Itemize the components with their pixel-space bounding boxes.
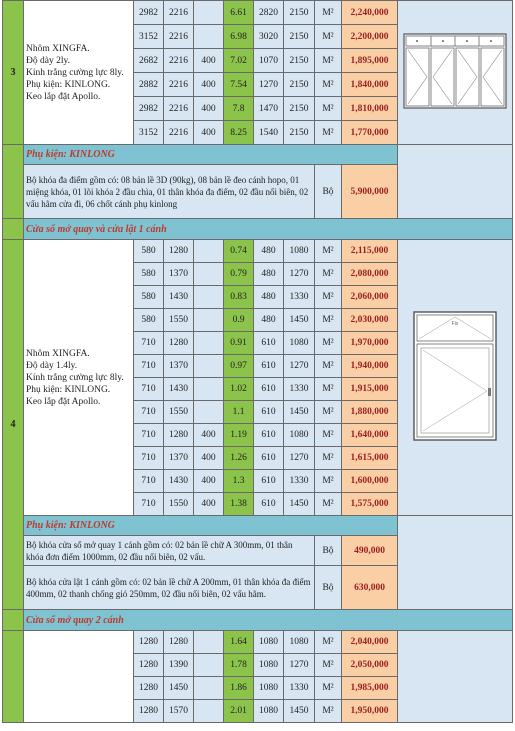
- cell-width: 710: [134, 355, 164, 378]
- accessory-price: 490,000: [342, 536, 398, 566]
- row-index-spacer: [3, 631, 24, 723]
- image-spacer: [398, 516, 513, 610]
- cell-price: 2,240,000: [342, 1, 398, 25]
- cell-price: 2,060,000: [342, 286, 398, 309]
- cell-width: 580: [134, 263, 164, 286]
- cell-panel-width: 610: [254, 378, 284, 401]
- row-index-spacer: [3, 219, 24, 240]
- cell-width: 1280: [134, 631, 164, 654]
- cell-top: 400: [194, 49, 224, 73]
- cell-top: [194, 332, 224, 355]
- cell-area: 7.8: [224, 97, 254, 121]
- cell-panel-width: 610: [254, 332, 284, 355]
- product-description: [24, 631, 134, 723]
- cell-price: 1,970,000: [342, 332, 398, 355]
- cell-width: 710: [134, 424, 164, 447]
- cell-price: 2,030,000: [342, 309, 398, 332]
- cell-top: 400: [194, 97, 224, 121]
- cell-top: 400: [194, 121, 224, 145]
- cell-height: 1430: [164, 378, 194, 401]
- cell-unit: M²: [315, 73, 342, 97]
- cell-unit: M²: [315, 470, 342, 493]
- cell-unit: M²: [315, 240, 342, 263]
- cell-width: 710: [134, 493, 164, 516]
- row-index-spacer: [3, 145, 24, 219]
- cell-price: 1,575,000: [342, 493, 398, 516]
- cell-area: 1.02: [224, 378, 254, 401]
- cell-top: 400: [194, 493, 224, 516]
- cell-panel-height: 2150: [284, 1, 315, 25]
- cell-panel-width: 480: [254, 309, 284, 332]
- cell-unit: M²: [315, 25, 342, 49]
- row-index: 3: [3, 1, 24, 145]
- cell-top: [194, 286, 224, 309]
- cell-top: 400: [194, 447, 224, 470]
- cell-width: 580: [134, 286, 164, 309]
- cell-panel-width: 1270: [254, 73, 284, 97]
- cell-unit: M²: [315, 424, 342, 447]
- cell-top: [194, 1, 224, 25]
- cell-price: 2,080,000: [342, 263, 398, 286]
- cell-area: 1.19: [224, 424, 254, 447]
- cell-panel-height: 2150: [284, 49, 315, 73]
- cell-area: 1.38: [224, 493, 254, 516]
- cell-panel-width: 610: [254, 493, 284, 516]
- cell-top: [194, 631, 224, 654]
- cell-area: 7.02: [224, 49, 254, 73]
- accessory-description: Bộ khóa đa điểm gồm có: 08 bản lề 3D (90kg), 08 bản lề đeo cánh hopo, 01 miệng khóa, 01 lõi khóa 2 đầu chìa, 01 thân khóa đa điểm, 02 đầu nối biên, 02 vấu hãm cửa đi, 06 chốt cánh phụ kinlong: [24, 165, 315, 219]
- cell-panel-height: 1080: [284, 332, 315, 355]
- cell-panel-width: 610: [254, 401, 284, 424]
- cell-top: [194, 654, 224, 677]
- accessory-description: Bộ khóa cửa lật 1 cánh gồm có: 02 bản lề chữ A 200mm, 01 thân khóa đa điểm 400mm, 02 thanh chống gió 250mm, 02 đầu nối biên, 02 vấu hãm.: [24, 566, 315, 610]
- cell-panel-height: 1450: [284, 700, 315, 723]
- accessory-unit: Bộ: [315, 536, 342, 566]
- cell-panel-height: 1450: [284, 309, 315, 332]
- cell-unit: M²: [315, 97, 342, 121]
- cell-unit: M²: [315, 700, 342, 723]
- cell-top: 400: [194, 424, 224, 447]
- cell-price: 1,950,000: [342, 700, 398, 723]
- cell-unit: M²: [315, 493, 342, 516]
- cell-unit: M²: [315, 677, 342, 700]
- window-image: [398, 240, 513, 516]
- cell-panel-height: 1270: [284, 447, 315, 470]
- cell-panel-height: 1270: [284, 355, 315, 378]
- cell-area: 0.74: [224, 240, 254, 263]
- cell-price: 2,115,000: [342, 240, 398, 263]
- cell-panel-width: 610: [254, 424, 284, 447]
- cell-price: 1,615,000: [342, 447, 398, 470]
- cell-price: 2,200,000: [342, 25, 398, 49]
- cell-unit: M²: [315, 378, 342, 401]
- cell-width: 2682: [134, 49, 164, 73]
- folding-door-icon: [403, 33, 507, 109]
- cell-height: 1390: [164, 654, 194, 677]
- cell-unit: M²: [315, 1, 342, 25]
- door-image: [398, 1, 513, 145]
- cell-panel-width: 1080: [254, 654, 284, 677]
- cell-area: 1.64: [224, 631, 254, 654]
- cell-unit: M²: [315, 121, 342, 145]
- image-spacer: [398, 631, 513, 723]
- cell-width: 580: [134, 240, 164, 263]
- cell-area: 6.61: [224, 1, 254, 25]
- cell-price: 2,050,000: [342, 654, 398, 677]
- tilt-window-icon: [413, 311, 497, 441]
- cell-area: 1.78: [224, 654, 254, 677]
- cell-panel-width: 2820: [254, 1, 284, 25]
- cell-unit: M²: [315, 355, 342, 378]
- cell-panel-width: 1080: [254, 700, 284, 723]
- cell-area: 1.3: [224, 470, 254, 493]
- cell-unit: M²: [315, 309, 342, 332]
- cell-height: 2216: [164, 121, 194, 145]
- cell-panel-height: 1270: [284, 654, 315, 677]
- cell-unit: M²: [315, 401, 342, 424]
- cell-width: 710: [134, 401, 164, 424]
- cell-area: 1.1: [224, 401, 254, 424]
- cell-width: 710: [134, 378, 164, 401]
- cell-panel-height: 1080: [284, 240, 315, 263]
- cell-panel-height: 1270: [284, 263, 315, 286]
- cell-price: 1,880,000: [342, 401, 398, 424]
- cell-panel-width: 3020: [254, 25, 284, 49]
- cell-unit: M²: [315, 49, 342, 73]
- cell-panel-height: 1330: [284, 286, 315, 309]
- cell-height: 1550: [164, 309, 194, 332]
- cell-unit: M²: [315, 332, 342, 355]
- cell-panel-width: 1080: [254, 631, 284, 654]
- cell-panel-height: 1330: [284, 470, 315, 493]
- cell-panel-height: 2150: [284, 73, 315, 97]
- section-heading: Cửa sổ mở quay 2 cánh: [24, 610, 513, 631]
- cell-panel-height: 1450: [284, 401, 315, 424]
- cell-width: 1280: [134, 700, 164, 723]
- cell-area: 1.26: [224, 447, 254, 470]
- cell-area: 0.97: [224, 355, 254, 378]
- cell-area: 2.01: [224, 700, 254, 723]
- cell-unit: M²: [315, 631, 342, 654]
- cell-top: [194, 263, 224, 286]
- cell-price: 1,840,000: [342, 73, 398, 97]
- cell-price: 1,810,000: [342, 97, 398, 121]
- cell-panel-width: 610: [254, 470, 284, 493]
- cell-price: 1,640,000: [342, 424, 398, 447]
- cell-area: 0.9: [224, 309, 254, 332]
- cell-height: 1550: [164, 493, 194, 516]
- cell-width: 2882: [134, 73, 164, 97]
- cell-width: 2982: [134, 1, 164, 25]
- cell-height: 1430: [164, 470, 194, 493]
- cell-height: 2216: [164, 25, 194, 49]
- cell-panel-width: 1080: [254, 677, 284, 700]
- cell-price: 1,915,000: [342, 378, 398, 401]
- cell-width: 3152: [134, 25, 164, 49]
- row-index: 4: [3, 240, 24, 610]
- accessory-heading: Phụ kiện: KINLONG: [24, 516, 398, 536]
- cell-width: 710: [134, 447, 164, 470]
- cell-panel-width: 1470: [254, 97, 284, 121]
- cell-price: 1,770,000: [342, 121, 398, 145]
- cell-panel-width: 480: [254, 240, 284, 263]
- cell-width: 1280: [134, 654, 164, 677]
- image-spacer: [398, 145, 513, 219]
- cell-area: 8.25: [224, 121, 254, 145]
- cell-unit: M²: [315, 286, 342, 309]
- cell-panel-width: 480: [254, 286, 284, 309]
- product-description: Nhôm XINGFA. Độ dày 1.4ly. Kính trắng cường lực 8ly. Phụ kiện: KINLONG. Keo lắp đặt Apollo.: [24, 240, 134, 516]
- row-index-spacer: [3, 610, 24, 631]
- cell-panel-height: 1080: [284, 424, 315, 447]
- cell-height: 1280: [164, 631, 194, 654]
- cell-top: [194, 378, 224, 401]
- accessory-unit: Bộ: [315, 165, 342, 219]
- cell-width: 1280: [134, 677, 164, 700]
- cell-unit: M²: [315, 263, 342, 286]
- cell-panel-width: 480: [254, 263, 284, 286]
- accessory-heading: Phụ kiện: KINLONG: [24, 145, 398, 165]
- cell-height: 1370: [164, 263, 194, 286]
- product-description: Nhôm XINGFA. Độ dày 2ly. Kính trắng cường lực 8ly. Phụ kiện: KINLONG. Keo lắp đặt Apollo.: [24, 1, 134, 145]
- cell-height: 2216: [164, 49, 194, 73]
- cell-panel-height: 1330: [284, 677, 315, 700]
- cell-price: 2,040,000: [342, 631, 398, 654]
- price-table: [2, 0, 513, 723]
- cell-height: 2216: [164, 1, 194, 25]
- cell-height: 1430: [164, 286, 194, 309]
- cell-price: 1,985,000: [342, 677, 398, 700]
- cell-height: 1570: [164, 700, 194, 723]
- cell-panel-width: 1540: [254, 121, 284, 145]
- cell-height: 1280: [164, 332, 194, 355]
- accessory-unit: Bộ: [315, 566, 342, 610]
- cell-panel-height: 2150: [284, 121, 315, 145]
- cell-area: 0.79: [224, 263, 254, 286]
- cell-width: 580: [134, 309, 164, 332]
- cell-top: [194, 700, 224, 723]
- cell-height: 1450: [164, 677, 194, 700]
- section-heading: Cửa sổ mở quay và cửa lật 1 cánh: [24, 219, 513, 240]
- cell-height: 1370: [164, 355, 194, 378]
- cell-area: 7.54: [224, 73, 254, 97]
- cell-price: 1,895,000: [342, 49, 398, 73]
- cell-top: 400: [194, 73, 224, 97]
- cell-price: 1,600,000: [342, 470, 398, 493]
- cell-top: [194, 25, 224, 49]
- cell-panel-height: 1080: [284, 631, 315, 654]
- accessory-description: Bộ khóa cửa sổ mở quay 1 cánh gồm có: 02 bản lề chữ A 300mm, 01 thân khóa đơn điểm 1000mm, 02 đầu nối biên, 02 vấu.: [24, 536, 315, 566]
- cell-panel-height: 1450: [284, 493, 315, 516]
- cell-area: 0.91: [224, 332, 254, 355]
- accessory-price: 630,000: [342, 566, 398, 610]
- cell-top: [194, 677, 224, 700]
- cell-top: [194, 355, 224, 378]
- cell-area: 1.86: [224, 677, 254, 700]
- cell-panel-height: 2150: [284, 97, 315, 121]
- cell-top: 400: [194, 470, 224, 493]
- cell-width: 710: [134, 470, 164, 493]
- cell-height: 1280: [164, 240, 194, 263]
- cell-price: 1,940,000: [342, 355, 398, 378]
- cell-panel-height: 2150: [284, 25, 315, 49]
- cell-height: 2216: [164, 73, 194, 97]
- cell-unit: M²: [315, 654, 342, 677]
- cell-panel-width: 610: [254, 447, 284, 470]
- cell-top: [194, 309, 224, 332]
- cell-area: 0.83: [224, 286, 254, 309]
- cell-width: 710: [134, 332, 164, 355]
- cell-height: 1280: [164, 424, 194, 447]
- cell-height: 2216: [164, 97, 194, 121]
- cell-height: 1370: [164, 447, 194, 470]
- cell-area: 6.98: [224, 25, 254, 49]
- cell-top: [194, 401, 224, 424]
- cell-width: 3152: [134, 121, 164, 145]
- cell-top: [194, 240, 224, 263]
- cell-height: 1550: [164, 401, 194, 424]
- cell-unit: M²: [315, 447, 342, 470]
- accessory-price: 5,900,000: [342, 165, 398, 219]
- cell-panel-width: 1070: [254, 49, 284, 73]
- cell-width: 2982: [134, 97, 164, 121]
- cell-panel-height: 1330: [284, 378, 315, 401]
- cell-panel-width: 610: [254, 355, 284, 378]
- svg-text:Fix: Fix: [451, 321, 459, 327]
